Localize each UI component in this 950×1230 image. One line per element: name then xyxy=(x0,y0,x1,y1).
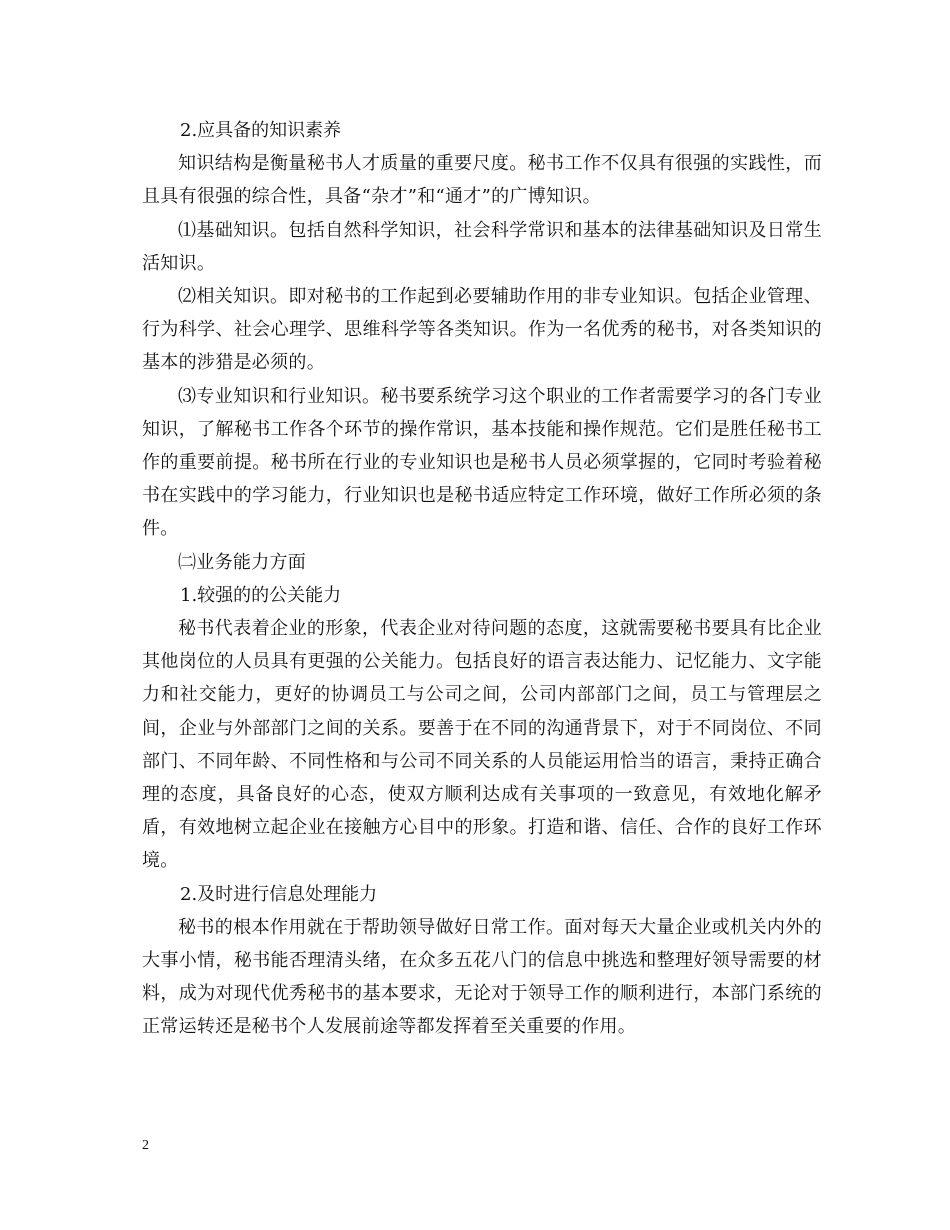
paragraph-related-knowledge: ⑵相关知识。即对秘书的工作起到必要辅助作用的非专业知识。包括企业管理、行为科学、社会心理学、思维科学等各类知识。作为一名优秀的秘书，对各类知识的基本的涉猎是必须的。 xyxy=(142,286,822,374)
paragraph-pr-ability: 秘书代表着企业的形象，代表企业对待问题的态度，这就需要秘书要具有比企业其他岗位的人员具有更强的公关能力。包括良好的语言表达能力、记忆能力、文字能力和社交能力，更好的协调员工与公司之间，公司内部部门之间，员工与管理层之间，企业与外部部门之间的关系。要善于在不同的沟通背景下，对于不同岗位、不同部门、不同年龄、不同性格和与公司不同关系的人员能运用恰当的语言，秉持正确合理的态度，具备良好的心态，使双方顺利达成有关事项的一致意见，有效地化解矛盾，有效地树立起企业在接触方心目中的形象。打造和谐、信任、合作的良好工作环境。 xyxy=(142,618,822,872)
section-heading-knowledge: 2.应具备的知识素养 xyxy=(180,120,342,141)
paragraph-knowledge-intro: 知识结构是衡量秘书人才质量的重要尺度。秘书工作不仅具有很强的实践性，而且具有很强的综合性，具备“杂才”和“通才”的广博知识。 xyxy=(142,153,822,208)
paragraph-info-processing: 秘书的根本作用就在于帮助领导做好日常工作。面对每天大量企业或机关内外的大事小情，秘书能否理清头绪，在众多五花八门的信息中挑选和整理好领导需要的材料，成为对现代优秀秘书的基本要求，无论对于领导工作的顺利进行，本部门系统的正常运转还是秘书个人发展前途等都发挥着至关重要的作用。 xyxy=(142,916,822,1038)
paragraph-basic-knowledge: ⑴基础知识。包括自然科学知识，社会科学常识和基本的法律基础知识及日常生活知识。 xyxy=(142,219,822,274)
section-heading-info: 2.及时进行信息处理能力 xyxy=(180,883,378,905)
page-number: 2 xyxy=(142,1138,149,1153)
document-body xyxy=(142,114,822,1044)
paragraph-professional-knowledge: ⑶专业知识和行业知识。秘书要系统学习这个职业的工作者需要学习的各门专业知识，了解秘书工作各个环节的操作常识，基本技能和操作规范。它们是胜任秘书工作的重要前提。秘书所在行业的专业知识也是秘书人员必须掌握的，它同时考验着秘书在实践中的学习能力，行业知识也是秘书适应特定工作环境，做好工作所必须的条件。 xyxy=(142,385,822,540)
section-heading-pr: 1.较强的的公关能力 xyxy=(180,584,342,606)
paragraph-business-ability: ㈡业务能力方面 xyxy=(178,551,307,573)
